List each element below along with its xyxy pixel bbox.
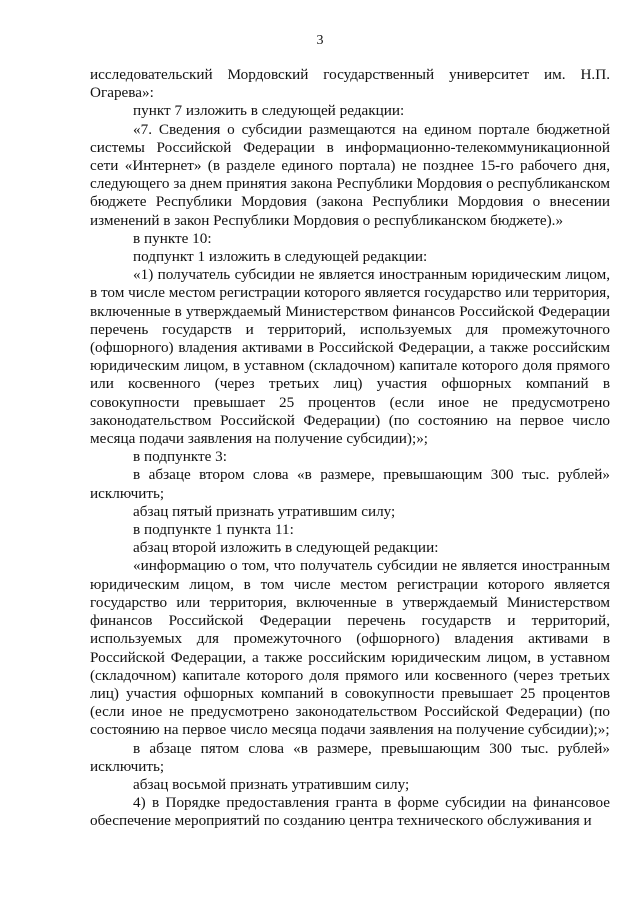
paragraph-item-7-text: «7. Сведения о субсидии размещаются на едином портале бюджетной системы Российской Федерации в информационно-телекоммуникационной сети «Интернет» (в разделе единого портала) не позднее 15-го рабочего дня, следующего за днем принятия закона Республики Мордовия о республиканском бюджете Республики Мордовия (закона Республики Мордовия о внесении изменений в закон Республики Мордовия о республиканском бюджете).» xyxy=(90,120,610,229)
paragraph-item-11-abzac-8: абзац восьмой признать утратившим силу; xyxy=(133,775,410,793)
paragraph-subitem-3-abzac-5: абзац пятый признать утратившим силу; xyxy=(133,502,396,520)
paragraph-item-11-abzac-2-text: «информацию о том, что получатель субсидии не является иностранным юридическим лицом, в том числе местом регистрации которого является государство или территория, включенные в утверждаемый Министерством финансов Российской Федерации перечень государств и территорий, используемых для промежуточного (офшорного) владения активами в Российской Федерации, а также российским юридическим лицом, в уставном (складочном) капитале которого доля прямого или косвенного (через третьих лиц) участия офшорных компаний в совокупности превышает 25 процентов (если иное не предусмотрено законодательством Российской Федерации) (по состоянию на первое число месяца подачи заявления на получение субсидии);»; xyxy=(90,557,610,739)
paragraph-item-11-abzac-5: в абзаце пятом слова «в размере, превышающим 300 тыс. рублей» исключить; xyxy=(90,739,610,775)
page-number: 3 xyxy=(316,33,324,48)
paragraph-item-4-grant: 4) в Порядке предоставления гранта в форме субсидии на финансовое обеспечение мероприятий по созданию центра технического обслуживания и xyxy=(90,794,610,830)
paragraph-subitem-1-instruction: подпункт 1 изложить в следующей редакции: xyxy=(133,248,428,266)
paragraph-item-11-heading: в подпункте 1 пункта 11: xyxy=(133,521,294,539)
document-body xyxy=(90,66,610,831)
paragraph-continuation: исследовательский Мордовский государственный университет им. Н.П. Огарева»: xyxy=(90,66,610,102)
paragraph-subitem-1-text: «1) получатель субсидии не является иностранным юридическим лицом, в том числе местом регистрации которого является государство или территория, включенные в утверждаемый Министерством финансов Российской Федерации перечень государств и территорий, используемых для промежуточного (офшорного) владения активами в Российской Федерации, а также российским юридическим лицом, в уставном (складочном) капитале которого доля прямого или косвенного (через третьих лиц) участия офшорных компаний в совокупности превышает 25 процентов (если иное не предусмотрено законодательством Российской Федерации) (по состоянию на первое число месяца подачи заявления на получение субсидии);»; xyxy=(90,266,610,448)
paragraph-item-10-heading: в пункте 10: xyxy=(133,229,212,247)
paragraph-subitem-3-heading: в подпункте 3: xyxy=(133,448,227,466)
paragraph-subitem-3-abzac-2: в абзаце втором слова «в размере, превышающим 300 тыс. рублей» исключить; xyxy=(90,466,610,502)
paragraph-item-7-instruction: пункт 7 изложить в следующей редакции: xyxy=(133,102,405,120)
paragraph-item-11-abzac-2-instruction: абзац второй изложить в следующей редакции: xyxy=(133,539,439,557)
